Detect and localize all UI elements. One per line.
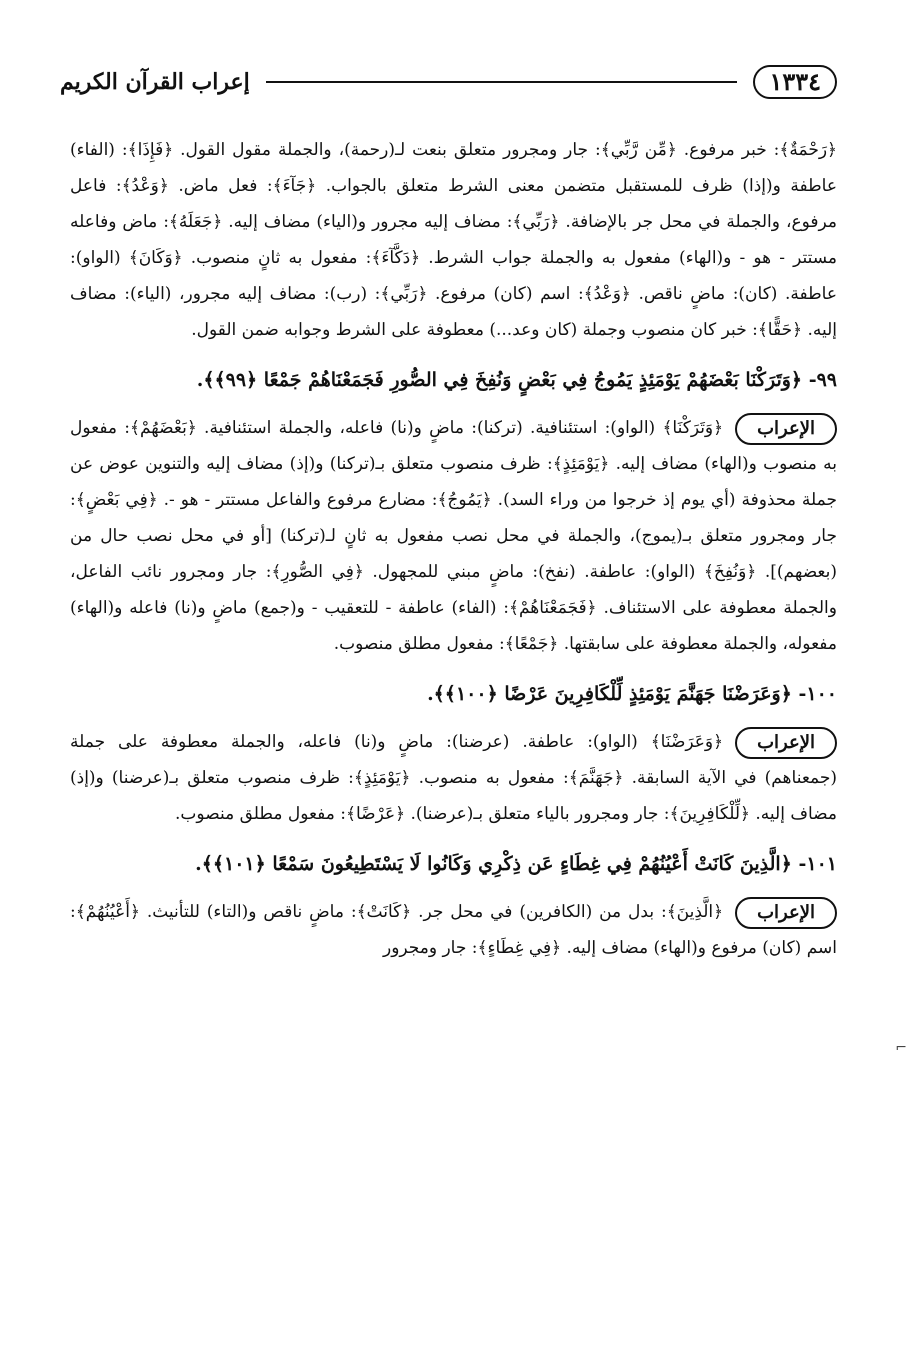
page-number: ١٣٣٤ — [753, 65, 837, 99]
book-title: إعراب القرآن الكريم — [60, 69, 250, 95]
verse-text: ﴿الَّذِينَ كَانَتْ أَعْيُنُهُمْ فِي غِطَاءٍ عَن ذِكْرِي وَكَانُوا لَا يَسْتَطِيعُونَ سَمْعًا ﴿١٠١﴾﴾. — [195, 853, 792, 875]
irab-label: الإعراب — [735, 897, 837, 929]
irab-text: ﴿الَّذِينَ﴾: بدل من (الكافرين) في محل جر. ﴿كَانَتْ﴾: ماضٍ ناقص و(التاء) للتأنيث. ﴿أَعْيُنُهُمْ﴾: اسم (كان) مرفوع و(الهاء) مضاف إليه. ﴿فِي غِطَاءٍ﴾: جار ومجرور — [70, 902, 837, 958]
irab-block-101 — [70, 894, 837, 966]
verse-number: ١٠١- — [798, 853, 837, 875]
verse-99 — [70, 360, 837, 400]
irab-block-99 — [70, 410, 837, 662]
verse-100 — [70, 674, 837, 714]
header-rule — [266, 81, 738, 83]
irab-block-100 — [70, 724, 837, 832]
verse-text: ﴿وَتَرَكْنَا بَعْضَهُمْ يَوْمَئِذٍ يَمُوجُ فِي بَعْضٍ وَنُفِخَ فِي الصُّورِ فَجَمَعْنَاهُمْ جَمْعًا ﴿٩٩﴾﴾. — [196, 369, 803, 391]
irab-label: الإعراب — [735, 413, 837, 445]
margin-mark: ⌐ — [895, 1040, 907, 1056]
page-content — [70, 132, 837, 966]
verse-number: ١٠٠- — [798, 683, 837, 705]
irab-text: ﴿وَعَرَضْنَا﴾ (الواو): عاطفة. (عرضنا): ماضٍ و(نا) فاعله، والجملة معطوفة على جملة (جمعناهم) في الآية السابقة. ﴿جَهَنَّمَ﴾: مفعول به منصوب. ﴿يَوْمَئِذٍ﴾: ظرف منصوب متعلق بـ(عرضنا) و(إذ) مضاف إليه. ﴿لِّلْكَافِرِينَ﴾: جار ومجرور بالياء متعلق بـ(عرضنا). ﴿عَرْضًا﴾: مفعول مطلق منصوب. — [70, 732, 837, 824]
verse-number: ٩٩- — [808, 369, 837, 391]
irab-label: الإعراب — [735, 727, 837, 759]
page-header — [60, 62, 837, 102]
continuation-paragraph: ﴿رَحْمَةٌ﴾: خبر مرفوع. ﴿مِّن رَّبِّي﴾: جار ومجرور متعلق بنعت لـ(رحمة)، والجملة مقول القول. ﴿فَإِذَا﴾: (الفاء) عاطفة و(إذا) ظرف للمستقبل متضمن معنى الشرط متعلق بالجواب. ﴿جَآءَ﴾: فعل ماض. ﴿وَعْدُ﴾: فاعل مرفوع، والجملة في محل جر بالإضافة. ﴿رَبِّي﴾: مضاف إليه مجرور و(الياء) مضاف إليه. ﴿جَعَلَهُ﴾: ماض وفاعله مستتر - هو - و(الهاء) مفعول به والجملة جواب الشرط. ﴿دَكَّآءَ﴾: مفعول به ثانٍ منصوب. ﴿وَكَانَ﴾ (الواو): عاطفة. (كان): ماضٍ ناقص. ﴿وَعْدُ﴾: اسم (كان) مرفوع. ﴿رَبِّي﴾: (رب): مضاف إليه مجرور، (الياء): مضاف إليه. ﴿حَقًّا﴾: خبر كان منصوب وجملة (كان وعد...) معطوفة على الشرط وجوابه ضمن القول. — [70, 140, 837, 340]
verse-101 — [70, 844, 837, 884]
verse-text: ﴿وَعَرَضْنَا جَهَنَّمَ يَوْمَئِذٍ لِّلْكَافِرِينَ عَرْضًا ﴿١٠٠﴾﴾. — [427, 683, 792, 705]
irab-text: ﴿وَتَرَكْنَا﴾ (الواو): استئنافية. (تركنا): ماضٍ و(نا) فاعله، والجملة استئنافية. ﴿بَعْضَهُمْ﴾: مفعول به منصوب و(الهاء) مضاف إليه. ﴿يَوْمَئِذٍ﴾: ظرف منصوب متعلق بـ(تركنا) و(إذ) مضاف إليه والتنوين عوض عن جملة محذوفة (أي يوم إذ خرجوا من وراء السد). ﴿يَمُوجُ﴾: مضارع مرفوع والفاعل مستتر - هو -. ﴿فِي بَعْضٍ﴾: جار ومجرور متعلق بـ(يموج)، والجملة في محل نصب مفعول به ثانٍ لـ(تركنا) [أو في محل نصب حال من (بعضهم)]. ﴿وَنُفِخَ﴾ (الواو): عاطفة. (نفخ): ماضٍ مبني للمجهول. ﴿فِي الصُّورِ﴾: جار ومجرور نائب الفاعل، والجملة معطوفة على الاستئناف. ﴿فَجَمَعْنَاهُمْ﴾: (الفاء) عاطفة - للتعقيب - و(جمع) ماضٍ و(نا) فاعله و(الهاء) مفعوله، والجملة معطوفة على سابقتها. ﴿جَمْعًا﴾: مفعول مطلق منصوب. — [70, 418, 837, 654]
